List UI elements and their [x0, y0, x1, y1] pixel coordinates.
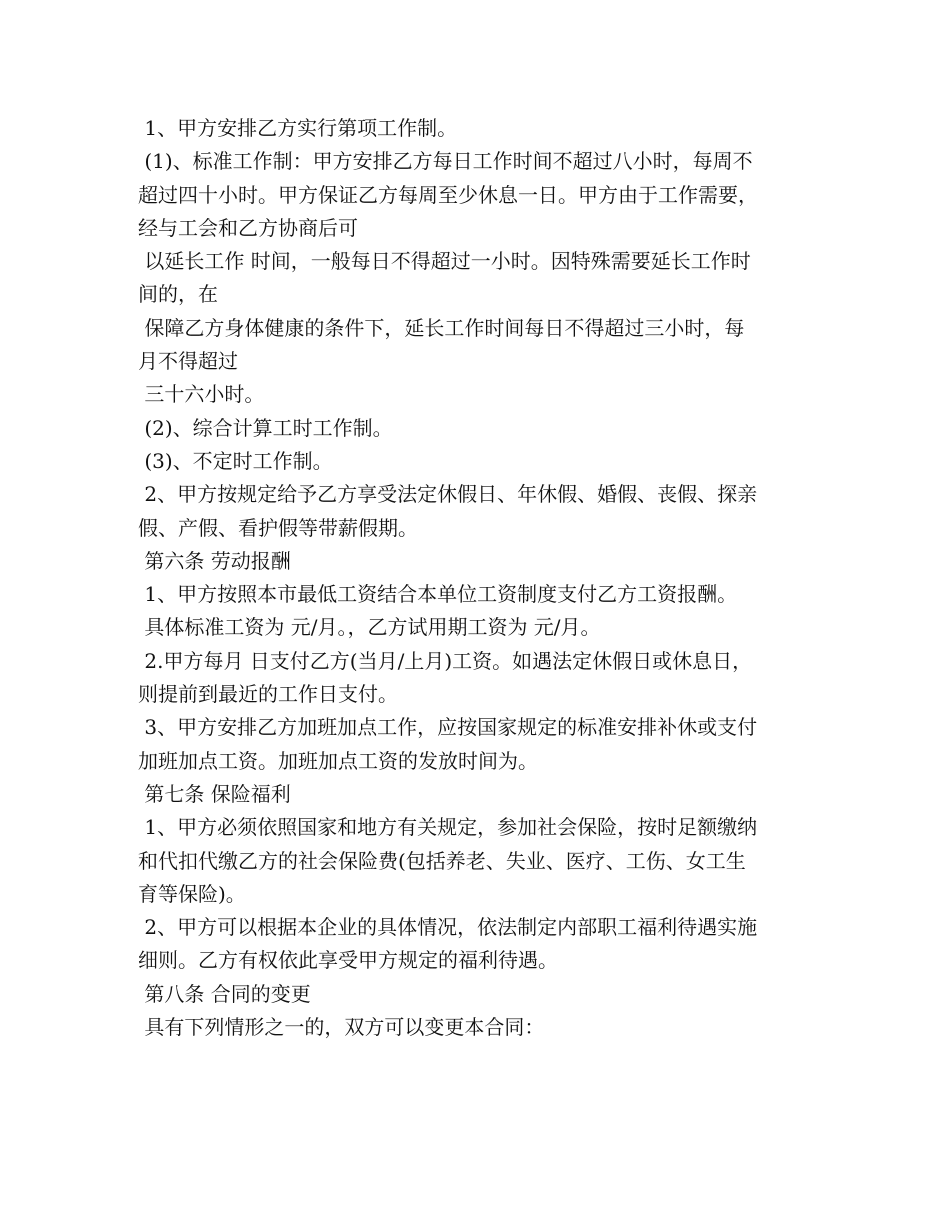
text-line: 1、甲方必须依照国家和地方有关规定，参加社会保险，按时足额缴纳	[138, 815, 758, 840]
text-line: 2.甲方每月 日支付乙方(当月/上月)工资。如遇法定休假日或休息日，	[138, 648, 753, 673]
text-line: 间的，在	[138, 282, 218, 307]
text-line: 超过四十小时。甲方保证乙方每周至少休息一日。甲方由于工作需要，	[138, 182, 758, 207]
section-heading: 第八条 合同的变更	[138, 981, 311, 1006]
text-line: 3、甲方安排乙方加班加点工作，应按国家规定的标准安排补休或支付	[138, 715, 758, 740]
text-line: 细则。乙方有权依此享受甲方规定的福利待遇。	[138, 948, 558, 973]
text-line: (3)、不定时工作制。	[138, 448, 333, 473]
text-line: 保障乙方身体健康的条件下，延长工作时间每日不得超过三小时，每	[138, 315, 745, 340]
text-line: 1、甲方安排乙方实行第项工作制。	[138, 116, 458, 140]
text-line: 具有下列情形之一的，双方可以变更本合同：	[138, 1015, 545, 1040]
text-line: (1)、标准工作制：甲方安排乙方每日工作时间不超过八小时，每周不	[138, 149, 753, 174]
text-line: 2、甲方可以根据本企业的具体情况，依法制定内部职工福利待遇实施	[138, 915, 758, 940]
text-line: 经与工会和乙方协商后可	[138, 215, 358, 240]
text-line: 以延长工作 时间，一般每日不得超过一小时。因特殊需要延长工作时	[138, 249, 751, 274]
text-line: 加班加点工资。加班加点工资的发放时间为。	[138, 748, 538, 773]
text-line: 育等保险)。	[138, 881, 246, 906]
text-line: 假、产假、看护假等带薪假期。	[138, 515, 418, 540]
section-heading: 第七条 保险福利	[138, 781, 291, 806]
text-line: 1、甲方按照本市最低工资结合本单位工资制度支付乙方工资报酬。	[138, 582, 738, 607]
text-line: 和代扣代缴乙方的社会保险费(包括养老、失业、医疗、工伤、女工生	[138, 848, 746, 873]
document-page	[138, 112, 818, 1044]
text-line: 月不得超过	[138, 349, 238, 374]
text-line: 2、甲方按规定给予乙方享受法定休假日、年休假、婚假、丧假、探亲	[138, 482, 758, 507]
text-line: (2)、综合计算工时工作制。	[138, 415, 393, 440]
text-line: 三十六小时。	[138, 382, 265, 407]
text-line: 具体标准工资为 元/月。，乙方试用期工资为 元/月。	[138, 615, 601, 640]
section-heading: 第六条 劳动报酬	[138, 548, 291, 573]
text-line: 则提前到最近的工作日支付。	[138, 682, 398, 707]
